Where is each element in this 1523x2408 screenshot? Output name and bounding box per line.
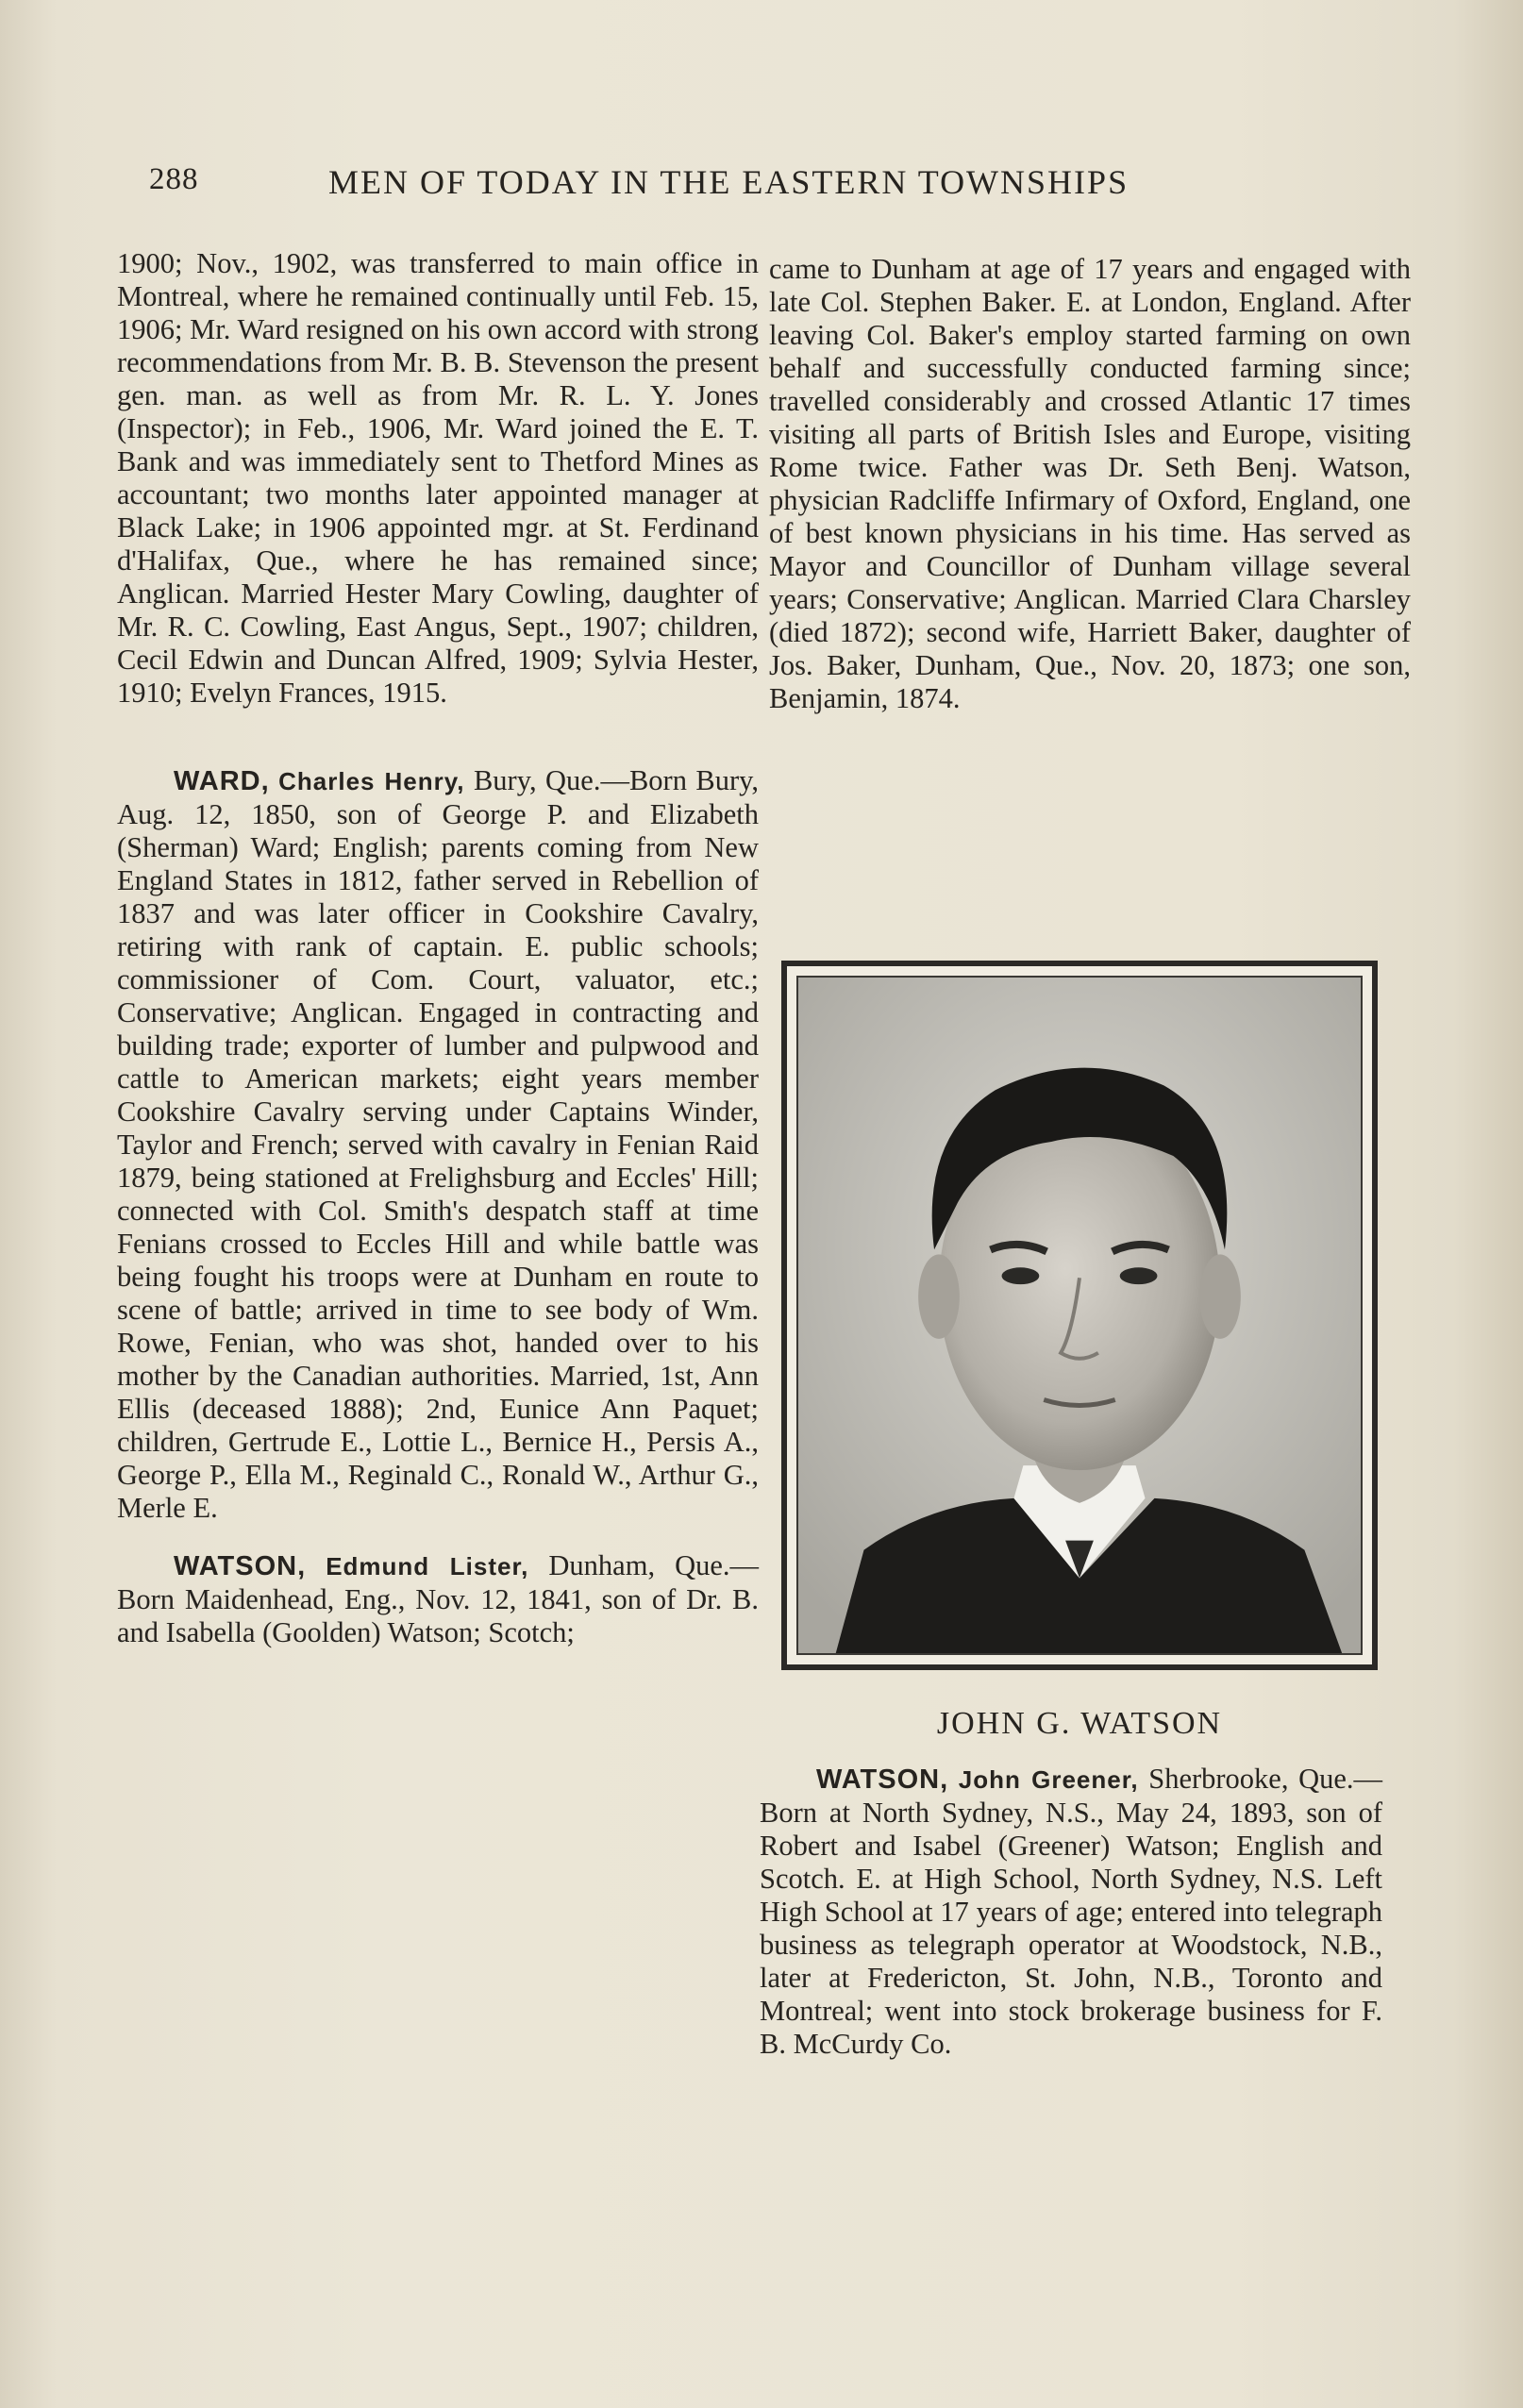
portrait-image [796,976,1363,1655]
page-number: 288 [149,162,199,196]
entry-text: Dunham, Que.—Born Maidenhead, Eng., Nov. 12, 1841, son of Dr. B. and Isabella (Goolden) Watson; Scotch; [117,1549,760,1648]
entry-surname: WATSON, [174,1551,307,1581]
entry-text: Sherbrooke, Que.—Born at North Sydney, N.S., May 24, 1893, son of Robert and Isabel (Greener) Watson; English and Scotch. E. at High School, North Sydney, N.S. Left High School at 17 years of age; entered into telegraph business as telegraph operator at Woodstock, N.B., later at Fredericton, St. John, N.B., Toronto and Montreal; went into stock brokerage business for F. B. McCurdy Co. [760,1763,1383,2060]
right-column-bottom [760,1763,1382,2061]
running-title: MEN OF TODAY IN THE EASTERN TOWNSHIPS [328,163,1130,201]
right-column-top [769,253,1411,715]
page-header [149,162,1244,209]
entry-watson-john [760,1763,1382,2061]
entry-ward-charles [117,764,759,1525]
entry-watson-edmund [117,1549,759,1649]
entry-given-names: Edmund Lister, [326,1552,529,1580]
right-continuation-text: came to Dunham at age of 17 years and engaged with late Col. Stephen Baker. E. at London, England. After leaving Col. Baker's employ started farming on own behalf and successfully conducted farming since; travelled considerably and crossed Atlantic 17 times visiting all parts of British Isles and Europe, visiting Rome twice. Father was Dr. Seth Benj. Watson, physician Radcliffe Infirmary of Oxford, England, one of best known physicians in his time. Has served as Mayor and Councillor of Dunham village several years; Conservative; Anglican. Married Clara Charsley (died 1872); second wife, Harriett Baker, daughter of Jos. Baker, Dunham, Que., Nov. 20, 1873; one son, Benjamin, 1874. [769,253,1411,714]
entry-given-names: John Greener, [958,1765,1139,1794]
portrait-photo [781,961,1378,1670]
left-column [117,247,759,1649]
entry-given-names: Charles Henry, [278,767,465,795]
portrait-illustration [798,978,1361,1653]
entry-surname: WATSON, [816,1764,949,1795]
portrait-caption: JOHN G. WATSON [936,1706,1223,1741]
entry-surname: WARD, [174,766,270,796]
left-continuation-text: 1900; Nov., 1902, was transferred to main office in Montreal, where he remained continually until Feb. 15, 1906; Mr. Ward resigned on his own accord with strong recommendations from Mr. B. B. Stevenson the present gen. man. as well as from Mr. R. L. Y. Jones (Inspector); in Feb., 1906, Mr. Ward joined the E. T. Bank and was immediately sent to Thetford Mines as accountant; two months later appointed manager at Black Lake; in 1906 appointed mgr. at St. Ferdinand d'Halifax, Que., where he has remained since; Anglican. Married Hester Mary Cowling, daughter of Mr. R. C. Cowling, East Angus, Sept., 1907; children, Cecil Edwin and Duncan Alfred, 1909; Sylvia Hester, 1910; Evelyn Frances, 1915. [117,247,759,709]
entry-text: Bury, Que.—Born Bury, Aug. 12, 1850, son of George P. and Elizabeth (Sherman) Ward; English; parents coming from New England States in 1812, father served in Rebellion of 1837 and was later officer in Cookshire Cavalry, retiring with rank of captain. E. public schools; commissioner of Com. Court, valuator, etc.; Conservative; Anglican. Engaged in contracting and building trade; exporter of lumber and pulpwood and cattle to American markets; eight years member Cookshire Cavalry serving under Captains Winder, Taylor and French; served with cavalry in Fenian Raid 1879, being stationed at Frelighsburg and Eccles' Hill; connected with Col. Smith's despatch staff at time Fenians crossed to Eccles Hill and while battle was being fought his troops were at Dunham en route to scene of battle; arrived in time to see body of Wm. Rowe, Fenian, who was shot, handed over to his mother by the Canadian authorities. Married, 1st, Ann Ellis (deceased 1888); 2nd, Eunice Ann Paquet; children, Gertrude E., Lottie L., Bernice H., Persis A., George P., Ella M., Reginald C., Ronald W., Arthur G., Merle E. [117,764,760,1524]
